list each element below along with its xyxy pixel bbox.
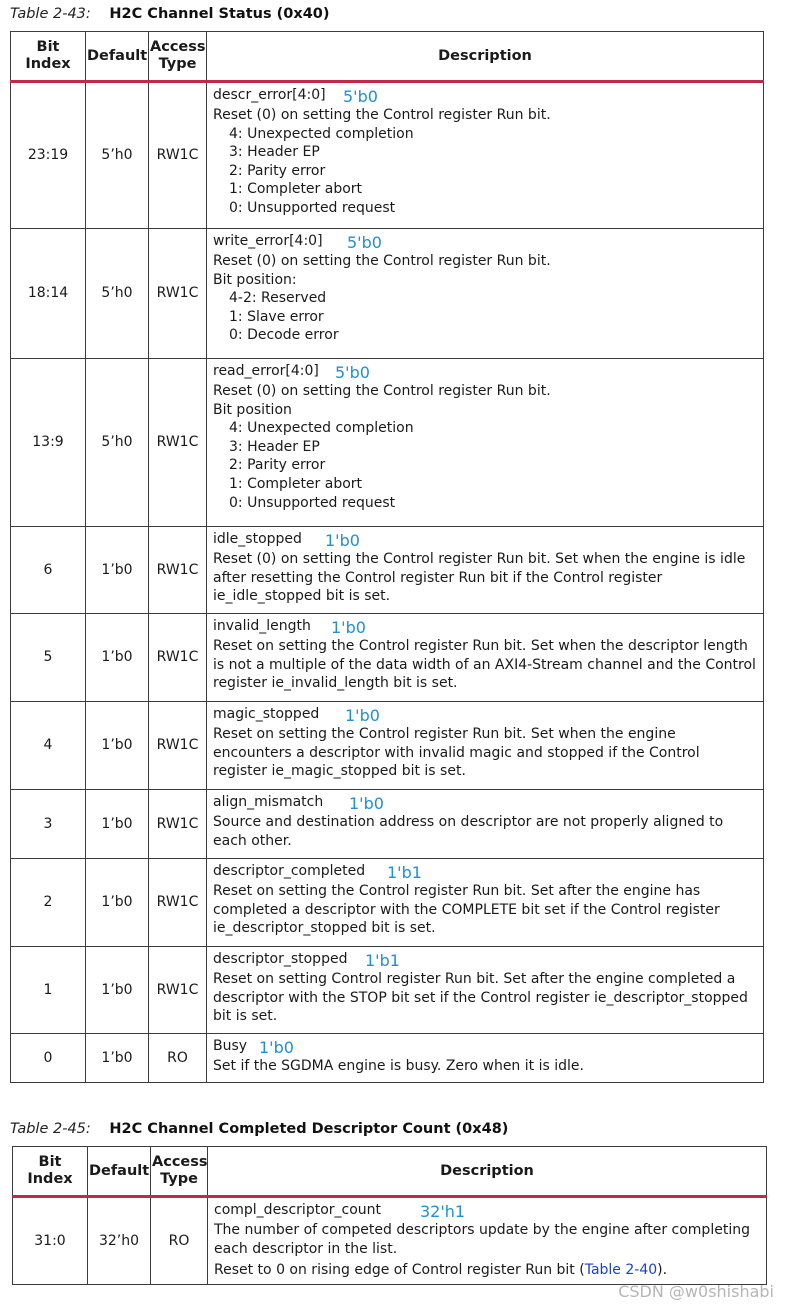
table-row bbox=[11, 527, 764, 614]
default-cell: 32’h0 bbox=[88, 1197, 151, 1285]
access-type-cell: RW1C bbox=[149, 82, 207, 229]
description-line: Reset on setting the Control register Run bit. Set when the descriptor length bbox=[213, 638, 748, 654]
header-access-line1: Access bbox=[152, 1154, 208, 1170]
description-line: The number of competed descriptors update by the engine after completing bbox=[214, 1222, 750, 1238]
description-cell bbox=[207, 947, 764, 1034]
table-row bbox=[11, 1034, 764, 1083]
default-cell: 1’b0 bbox=[86, 859, 149, 947]
bit-item: 0: Decode error bbox=[229, 327, 339, 344]
field-name-line bbox=[213, 793, 759, 813]
field-name: descriptor_stopped bbox=[213, 951, 348, 967]
header-bit-index: Bit Index bbox=[11, 32, 86, 82]
description-line: Reset on setting the Control register Run bit. Set when the engine bbox=[213, 726, 676, 742]
value-annotation: 1'b0 bbox=[345, 706, 380, 725]
access-type-cell: RO bbox=[151, 1197, 208, 1285]
description-cell bbox=[207, 359, 764, 527]
reset-text: Reset to 0 on rising edge of Control register Run bit ( bbox=[214, 1262, 585, 1279]
reset-tail: ). bbox=[657, 1262, 668, 1279]
table-row bbox=[11, 947, 764, 1034]
access-type-cell: RW1C bbox=[149, 859, 207, 947]
access-type-cell: RW1C bbox=[149, 527, 207, 614]
description-line: register ie_magic_stopped bit is set. bbox=[213, 763, 466, 780]
header-access-line1: Access bbox=[150, 39, 206, 55]
description-line: ie_idle_stopped bit is set. bbox=[213, 588, 391, 605]
default-cell: 1’b0 bbox=[86, 614, 149, 702]
bit-item: 2: Parity error bbox=[229, 162, 326, 179]
bit-index-cell: 1 bbox=[11, 947, 86, 1034]
default-cell: 1’b0 bbox=[86, 790, 149, 859]
field-name-line bbox=[213, 1037, 759, 1057]
value-annotation: 1'b1 bbox=[365, 951, 400, 970]
description-cell bbox=[207, 614, 764, 702]
header-access-line2: Type bbox=[158, 56, 197, 72]
table-row bbox=[11, 702, 764, 790]
bit-item: 0: Unsupported request bbox=[229, 199, 396, 216]
value-annotation: 1'b0 bbox=[331, 618, 366, 637]
table-row bbox=[11, 229, 764, 359]
table-title: H2C Channel Completed Descriptor Count (0x48) bbox=[109, 1121, 509, 1137]
description-cell bbox=[207, 527, 764, 614]
description-line: Set if the SGDMA engine is busy. Zero when it is idle. bbox=[213, 1058, 584, 1074]
description-cell bbox=[207, 82, 764, 229]
description-line: each other. bbox=[213, 832, 292, 849]
table-row bbox=[11, 359, 764, 527]
value-annotation: 5'b0 bbox=[343, 87, 378, 106]
access-type-cell: RO bbox=[149, 1034, 207, 1083]
table-number: Table 2-45: bbox=[10, 1121, 91, 1137]
header-access-type bbox=[151, 1147, 208, 1197]
default-cell: 5’h0 bbox=[86, 359, 149, 527]
bit-index-cell: 2 bbox=[11, 859, 86, 947]
field-name-line bbox=[214, 1201, 762, 1221]
description-line: is not a multiple of the data width of an AXI4-Stream channel and the Control bbox=[213, 656, 756, 673]
description-line: bit is set. bbox=[213, 1008, 278, 1025]
field-name: write_error[4:0] bbox=[213, 233, 323, 249]
header-bit-index: Bit Index bbox=[13, 1147, 88, 1197]
description-line: ie_descriptor_stopped bit is set. bbox=[213, 920, 436, 937]
value-annotation: 1'b1 bbox=[387, 863, 422, 882]
access-type-cell: RW1C bbox=[149, 790, 207, 859]
bit-item: 4: Unexpected completion bbox=[229, 420, 414, 437]
bit-item: 1: Slave error bbox=[229, 308, 324, 325]
bit-index-cell: 4 bbox=[11, 702, 86, 790]
header-description: Description bbox=[207, 32, 764, 82]
field-name-line bbox=[213, 362, 759, 382]
bit-index-cell: 6 bbox=[11, 527, 86, 614]
description-line: completed a descriptor with the COMPLETE bit set if the Control register bbox=[213, 901, 720, 918]
access-type-cell: RW1C bbox=[149, 947, 207, 1034]
field-name: read_error[4:0] bbox=[213, 363, 319, 379]
default-cell: 1’b0 bbox=[86, 527, 149, 614]
table-row bbox=[13, 1197, 767, 1285]
value-annotation: 5'b0 bbox=[347, 233, 382, 252]
access-type-cell: RW1C bbox=[149, 229, 207, 359]
reset-line bbox=[214, 1261, 762, 1280]
field-name-line bbox=[213, 617, 759, 637]
field-name: magic_stopped bbox=[213, 706, 320, 722]
bit-item: 0: Unsupported request bbox=[229, 494, 396, 511]
value-annotation: 1'b0 bbox=[259, 1038, 294, 1057]
header-default: Default bbox=[86, 32, 149, 82]
description-line: after resetting the Control register Run bit if the Control register bbox=[213, 569, 663, 586]
h2c-completed-descriptor-count-table bbox=[12, 1146, 767, 1285]
default-cell: 5’h0 bbox=[86, 229, 149, 359]
default-cell: 1’b0 bbox=[86, 1034, 149, 1083]
field-name: descr_error[4:0] bbox=[213, 87, 326, 103]
description-line: encounters a descriptor with invalid magic and stopped if the Control bbox=[213, 744, 700, 761]
description-line: Bit position bbox=[213, 401, 292, 418]
field-name: compl_descriptor_count bbox=[214, 1202, 382, 1218]
field-name: invalid_length bbox=[213, 618, 311, 634]
field-name: idle_stopped bbox=[213, 531, 302, 547]
field-name-line bbox=[213, 950, 759, 970]
bit-item: 2: Parity error bbox=[229, 457, 326, 474]
h2c-channel-status-table bbox=[10, 31, 764, 1083]
field-name-line bbox=[213, 232, 759, 252]
description-line: descriptor with the STOP bit set if the Control register ie_descriptor_stopped bbox=[213, 989, 748, 1006]
field-name-line bbox=[213, 705, 759, 725]
description-cell bbox=[207, 702, 764, 790]
default-cell: 1’b0 bbox=[86, 702, 149, 790]
field-name: Busy bbox=[213, 1038, 248, 1054]
bit-index-cell: 3 bbox=[11, 790, 86, 859]
table-row bbox=[11, 614, 764, 702]
description-cell bbox=[207, 229, 764, 359]
csdn-watermark: CSDN @w0shishabi bbox=[618, 1282, 774, 1301]
table-2-40-link[interactable]: Table 2-40 bbox=[584, 1262, 658, 1279]
default-cell: 1’b0 bbox=[86, 947, 149, 1034]
table-row bbox=[11, 82, 764, 229]
bit-item: 4: Unexpected completion bbox=[229, 125, 414, 142]
field-name-line bbox=[213, 86, 759, 106]
description-cell bbox=[207, 790, 764, 859]
description-line: Bit position: bbox=[213, 271, 297, 288]
bit-index-cell: 18:14 bbox=[11, 229, 86, 359]
bit-item: 1: Completer abort bbox=[229, 475, 363, 492]
bit-index-cell: 13:9 bbox=[11, 359, 86, 527]
description-line: Reset (0) on setting the Control register Run bit. bbox=[213, 253, 551, 269]
bit-item: 3: Header EP bbox=[229, 438, 320, 455]
description-line: Reset on setting the Control register Run bit. Set after the engine has bbox=[213, 883, 701, 899]
bit-index-cell: 31:0 bbox=[13, 1197, 88, 1285]
table-row bbox=[11, 859, 764, 947]
description-line: Source and destination address on descriptor are not properly aligned to bbox=[213, 814, 724, 830]
value-annotation: 5'b0 bbox=[335, 363, 370, 382]
value-annotation: 1'b0 bbox=[325, 531, 360, 550]
default-cell: 5’h0 bbox=[86, 82, 149, 229]
description-line: Reset on setting Control register Run bit. Set after the engine completed a bbox=[213, 971, 736, 987]
description-line: each descriptor in the list. bbox=[214, 1240, 398, 1257]
header-default: Default bbox=[88, 1147, 151, 1197]
bit-index-cell: 5 bbox=[11, 614, 86, 702]
bit-item: 3: Header EP bbox=[229, 144, 320, 161]
access-type-cell: RW1C bbox=[149, 614, 207, 702]
header-description: Description bbox=[208, 1147, 767, 1197]
bit-index-cell: 0 bbox=[11, 1034, 86, 1083]
field-name: descriptor_completed bbox=[213, 863, 366, 879]
description-line: Reset (0) on setting the Control register Run bit. bbox=[213, 383, 551, 399]
field-name: align_mismatch bbox=[213, 794, 324, 810]
description-line: Reset (0) on setting the Control register Run bit. bbox=[213, 107, 551, 123]
bit-item: 4-2: Reserved bbox=[229, 290, 327, 307]
header-access-type bbox=[149, 32, 207, 82]
field-name-line bbox=[213, 530, 759, 550]
access-type-cell: RW1C bbox=[149, 359, 207, 527]
description-line: Reset (0) on setting the Control register Run bit. Set when the engine is idle bbox=[213, 551, 746, 567]
table-2-43-caption bbox=[10, 6, 330, 22]
bit-item: 1: Completer abort bbox=[229, 181, 363, 198]
table-title: H2C Channel Status (0x40) bbox=[109, 6, 330, 22]
value-annotation: 32'h1 bbox=[420, 1202, 466, 1221]
header-access-line2: Type bbox=[160, 1171, 198, 1187]
access-type-cell: RW1C bbox=[149, 702, 207, 790]
description-cell bbox=[208, 1197, 767, 1285]
field-name-line bbox=[213, 862, 759, 882]
description-line: register ie_invalid_length bit is set. bbox=[213, 675, 458, 692]
description-cell bbox=[207, 1034, 764, 1083]
value-annotation: 1'b0 bbox=[349, 794, 384, 813]
table-2-45-caption bbox=[10, 1121, 508, 1137]
table-row bbox=[11, 790, 764, 859]
bit-index-cell: 23:19 bbox=[11, 82, 86, 229]
description-cell bbox=[207, 859, 764, 947]
table-number: Table 2-43: bbox=[10, 6, 91, 22]
